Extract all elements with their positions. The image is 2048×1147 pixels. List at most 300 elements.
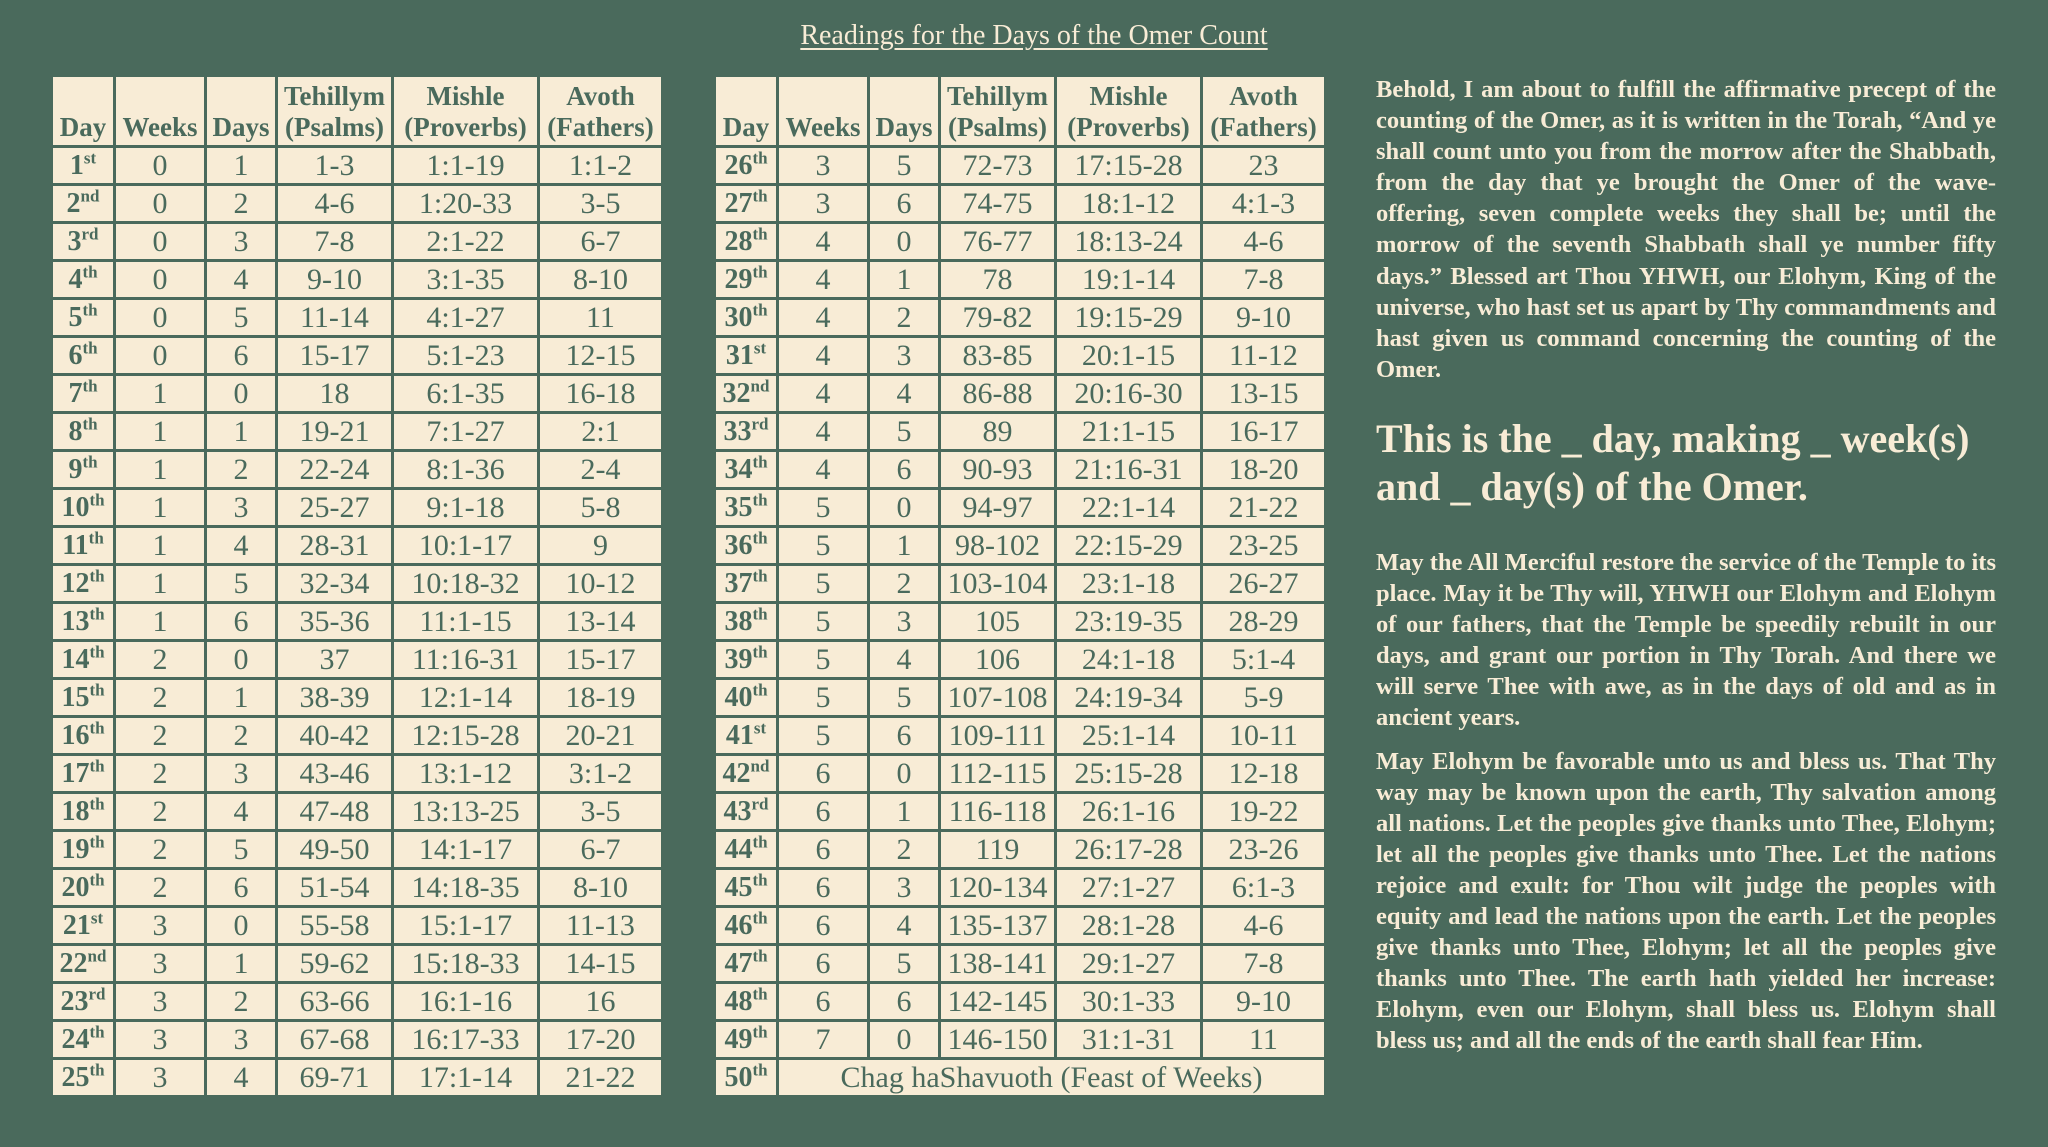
table-row xyxy=(716,528,1324,563)
day-number: 9 xyxy=(68,453,83,485)
table-row xyxy=(53,148,661,183)
day-number: 48 xyxy=(724,985,753,1017)
days-cell: 2 xyxy=(870,300,938,335)
proverbs-cell: 29:1-27 xyxy=(1057,946,1200,981)
day-number: 1 xyxy=(69,149,84,181)
proverbs-cell: 21:16-31 xyxy=(1057,452,1200,487)
proverbs-cell: 22:15-29 xyxy=(1057,528,1200,563)
proverbs-cell: 9:1-18 xyxy=(394,490,537,525)
psalms-cell: 7-8 xyxy=(278,224,391,259)
proverbs-cell: 14:1-17 xyxy=(394,832,537,867)
header-label: Day xyxy=(722,112,770,142)
header-label: (Psalms) xyxy=(285,112,384,142)
table-row xyxy=(716,1022,1324,1057)
day-suffix: th xyxy=(752,300,768,320)
proverbs-cell: 26:17-28 xyxy=(1057,832,1200,867)
day-cell xyxy=(716,946,776,981)
day-number: 31 xyxy=(725,339,754,371)
days-cell: 0 xyxy=(207,642,275,677)
psalms-cell: 105 xyxy=(941,604,1054,639)
day-cell xyxy=(716,1022,776,1057)
table-row xyxy=(716,452,1324,487)
day-suffix: th xyxy=(89,870,105,890)
weeks-cell: 4 xyxy=(779,376,867,411)
table-row xyxy=(716,262,1324,297)
psalm-paragraph: May Elohym be favorable unto us and bless us. That Thy way may be known upon the earth, Thy salvation among all nations. Let the peoples give thanks unto Thee, Elohym; let all the peoples give thanks unto Thee. Let the nations rejoice and exult: for Thou wilt judge the peoples with equity and lead the nations upon the earth. Let the peoples give thanks unto Thee, Elohym; let all the peoples give thanks unto Thee. The earth hath yielded her increase: Elohym, even our Elohym, shall bless us. Elohym shall bless us; and all the ends of the earth shall fear Him. xyxy=(1376,747,1996,1055)
header-days xyxy=(207,77,275,145)
table-row xyxy=(53,604,661,639)
day-number: 18 xyxy=(61,795,90,827)
header-label: (Proverbs) xyxy=(1067,112,1190,142)
psalms-cell: 146-150 xyxy=(941,1022,1054,1057)
header-weeks xyxy=(779,77,867,145)
table-row xyxy=(716,680,1324,715)
days-cell: 6 xyxy=(207,604,275,639)
weeks-cell: 6 xyxy=(779,984,867,1019)
header-row xyxy=(53,77,661,145)
days-cell: 4 xyxy=(207,1060,275,1095)
avoth-cell: 7-8 xyxy=(1203,262,1324,297)
table-row xyxy=(53,224,661,259)
day-cell xyxy=(53,946,113,981)
day-cell xyxy=(53,984,113,1019)
day-number: 2 xyxy=(66,187,81,219)
table-row xyxy=(716,338,1324,373)
proverbs-cell: 2:1-22 xyxy=(394,224,537,259)
table-row xyxy=(53,680,661,715)
psalms-cell: 59-62 xyxy=(278,946,391,981)
table-row xyxy=(716,946,1324,981)
day-cell xyxy=(716,718,776,753)
table-row xyxy=(53,262,661,297)
day-suffix: th xyxy=(89,604,105,624)
psalms-cell: 83-85 xyxy=(941,338,1054,373)
psalms-cell: 138-141 xyxy=(941,946,1054,981)
table-row xyxy=(53,756,661,791)
proverbs-cell: 12:1-14 xyxy=(394,680,537,715)
day-suffix: rd xyxy=(751,414,769,434)
table-row xyxy=(716,604,1324,639)
days-cell: 3 xyxy=(207,1022,275,1057)
day-number: 43 xyxy=(723,795,752,827)
day-cell xyxy=(53,1060,113,1095)
days-cell: 1 xyxy=(207,148,275,183)
psalms-cell: 1-3 xyxy=(278,148,391,183)
day-suffix: th xyxy=(82,414,98,434)
psalms-cell: 79-82 xyxy=(941,300,1054,335)
day-cell xyxy=(716,376,776,411)
day-number: 47 xyxy=(724,947,753,979)
proverbs-cell: 19:1-14 xyxy=(1057,262,1200,297)
day-suffix: nd xyxy=(750,756,770,776)
day-cell xyxy=(53,832,113,867)
days-cell: 4 xyxy=(207,794,275,829)
day-number: 22 xyxy=(59,947,88,979)
avoth-cell: 10-12 xyxy=(540,566,661,601)
days-cell: 5 xyxy=(207,832,275,867)
day-number: 38 xyxy=(724,605,753,637)
days-cell: 2 xyxy=(207,984,275,1019)
header-row xyxy=(716,77,1324,145)
avoth-cell: 23-26 xyxy=(1203,832,1324,867)
days-cell: 5 xyxy=(870,148,938,183)
proverbs-cell: 17:15-28 xyxy=(1057,148,1200,183)
psalms-cell: 25-27 xyxy=(278,490,391,525)
psalms-cell: 43-46 xyxy=(278,756,391,791)
day-number: 19 xyxy=(61,833,90,865)
count-declaration: This is the _ day, making _ week(s) and _ day(s) of the Omer. xyxy=(1376,415,1970,509)
day-suffix: th xyxy=(82,262,98,282)
weeks-cell: 0 xyxy=(116,338,204,373)
day-suffix: th xyxy=(89,718,105,738)
proverbs-cell: 25:1-14 xyxy=(1057,718,1200,753)
days-cell: 4 xyxy=(207,262,275,297)
weeks-cell: 0 xyxy=(116,224,204,259)
day-number: 44 xyxy=(724,833,753,865)
weeks-cell: 6 xyxy=(779,946,867,981)
avoth-cell: 21-22 xyxy=(1203,490,1324,525)
day-cell xyxy=(716,452,776,487)
weeks-cell: 5 xyxy=(779,528,867,563)
day-cell xyxy=(53,680,113,715)
proverbs-cell: 8:1-36 xyxy=(394,452,537,487)
avoth-cell: 26-27 xyxy=(1203,566,1324,601)
psalms-cell: 78 xyxy=(941,262,1054,297)
psalms-cell: 94-97 xyxy=(941,490,1054,525)
avoth-cell: 8-10 xyxy=(540,262,661,297)
day-number: 50 xyxy=(724,1061,753,1093)
day-suffix: th xyxy=(752,452,768,472)
day-suffix: th xyxy=(82,376,98,396)
day-suffix: th xyxy=(752,490,768,510)
weeks-cell: 6 xyxy=(779,870,867,905)
weeks-cell: 2 xyxy=(116,718,204,753)
days-cell: 0 xyxy=(870,490,938,525)
days-cell: 1 xyxy=(207,414,275,449)
avoth-cell: 9-10 xyxy=(1203,300,1324,335)
psalms-cell: 55-58 xyxy=(278,908,391,943)
weeks-cell: 1 xyxy=(116,528,204,563)
proverbs-cell: 21:1-15 xyxy=(1057,414,1200,449)
header-label: Tehillym xyxy=(283,81,386,111)
header-label: Day xyxy=(59,112,107,142)
day-number: 33 xyxy=(723,415,752,447)
table-row xyxy=(53,528,661,563)
header-label: Days xyxy=(212,112,270,142)
days-cell: 1 xyxy=(870,794,938,829)
avoth-cell: 8-10 xyxy=(540,870,661,905)
days-cell: 3 xyxy=(207,224,275,259)
weeks-cell: 1 xyxy=(116,604,204,639)
psalms-cell: 89 xyxy=(941,414,1054,449)
day-number: 16 xyxy=(61,719,90,751)
table-row xyxy=(53,794,661,829)
proverbs-cell: 11:16-31 xyxy=(394,642,537,677)
weeks-cell: 4 xyxy=(779,300,867,335)
day-suffix: th xyxy=(752,148,768,168)
day-suffix: th xyxy=(752,604,768,624)
proverbs-cell: 4:1-27 xyxy=(394,300,537,335)
table-row xyxy=(53,452,661,487)
day-cell xyxy=(53,794,113,829)
day-number: 12 xyxy=(61,567,90,599)
day-suffix: th xyxy=(89,756,105,776)
proverbs-cell: 10:1-17 xyxy=(394,528,537,563)
weeks-cell: 5 xyxy=(779,566,867,601)
avoth-cell: 28-29 xyxy=(1203,604,1324,639)
weeks-cell: 2 xyxy=(116,642,204,677)
days-cell: 2 xyxy=(207,718,275,753)
temple-prayer-paragraph: May the All Merciful restore the service of the Temple to its place. May it be Thy will, YHWH our Elohym and Elohym of our fathers, that the Temple be speedily rebuilt in our days, and grant our portion in Thy Torah. And there we will serve Thee with awe, as in the days of old and as in ancient years. xyxy=(1376,548,1996,732)
day-cell xyxy=(716,1060,776,1095)
day-number: 34 xyxy=(724,453,753,485)
day-number: 24 xyxy=(61,1023,90,1055)
table-row xyxy=(53,984,661,1019)
table-row xyxy=(53,338,661,373)
day-cell xyxy=(53,718,113,753)
day-number: 26 xyxy=(724,149,753,181)
header-proverbs xyxy=(394,77,537,145)
day-number: 42 xyxy=(722,757,751,789)
table-row xyxy=(53,946,661,981)
table-row-final xyxy=(716,1060,1324,1095)
proverbs-cell: 3:1-35 xyxy=(394,262,537,297)
day-cell xyxy=(53,338,113,373)
proverbs-cell: 16:1-16 xyxy=(394,984,537,1019)
days-cell: 0 xyxy=(870,1022,938,1057)
day-number: 40 xyxy=(724,681,753,713)
psalms-cell: 49-50 xyxy=(278,832,391,867)
proverbs-cell: 5:1-23 xyxy=(394,338,537,373)
weeks-cell: 1 xyxy=(116,490,204,525)
weeks-cell: 4 xyxy=(779,338,867,373)
day-suffix: th xyxy=(89,490,105,510)
day-cell xyxy=(716,680,776,715)
avoth-cell: 6-7 xyxy=(540,224,661,259)
weeks-cell: 3 xyxy=(116,1060,204,1095)
avoth-cell: 16 xyxy=(540,984,661,1019)
omer-table-left xyxy=(50,74,664,1098)
day-number: 39 xyxy=(724,643,753,675)
header-label: Tehillym xyxy=(946,81,1049,111)
day-number: 4 xyxy=(68,263,83,295)
table-row xyxy=(716,224,1324,259)
avoth-cell: 14-15 xyxy=(540,946,661,981)
psalms-cell: 109-111 xyxy=(941,718,1054,753)
table-row xyxy=(716,832,1324,867)
days-cell: 2 xyxy=(207,186,275,221)
day-cell xyxy=(53,566,113,601)
day-cell xyxy=(716,604,776,639)
day-suffix: th xyxy=(752,528,768,548)
weeks-cell: 2 xyxy=(116,680,204,715)
psalms-cell: 51-54 xyxy=(278,870,391,905)
table-row xyxy=(53,1060,661,1095)
psalms-cell: 76-77 xyxy=(941,224,1054,259)
header-label: Weeks xyxy=(122,112,198,142)
day-cell xyxy=(716,794,776,829)
day-number: 21 xyxy=(62,909,91,941)
day-suffix: nd xyxy=(87,946,107,966)
day-number: 23 xyxy=(60,985,89,1017)
avoth-cell: 11-13 xyxy=(540,908,661,943)
day-suffix: th xyxy=(752,186,768,206)
days-cell: 1 xyxy=(870,262,938,297)
day-number: 35 xyxy=(724,491,753,523)
table-row xyxy=(53,832,661,867)
psalms-cell: 32-34 xyxy=(278,566,391,601)
day-cell xyxy=(716,528,776,563)
day-cell xyxy=(716,414,776,449)
psalms-cell: 28-31 xyxy=(278,528,391,563)
day-cell xyxy=(53,604,113,639)
days-cell: 0 xyxy=(870,224,938,259)
day-number: 25 xyxy=(61,1061,90,1093)
avoth-cell: 18-20 xyxy=(1203,452,1324,487)
weeks-cell: 0 xyxy=(116,186,204,221)
days-cell: 1 xyxy=(870,528,938,563)
table-row xyxy=(716,718,1324,753)
day-cell xyxy=(53,908,113,943)
weeks-cell: 1 xyxy=(116,566,204,601)
proverbs-cell: 1:20-33 xyxy=(394,186,537,221)
days-cell: 4 xyxy=(207,528,275,563)
table-row xyxy=(53,414,661,449)
proverbs-cell: 13:1-12 xyxy=(394,756,537,791)
table-row xyxy=(53,490,661,525)
table-row xyxy=(53,870,661,905)
weeks-cell: 7 xyxy=(779,1022,867,1057)
day-number: 7 xyxy=(68,377,83,409)
psalms-cell: 98-102 xyxy=(941,528,1054,563)
shavuoth-cell: Chag haShavuoth (Feast of Weeks) xyxy=(779,1060,1324,1095)
table-row xyxy=(716,794,1324,829)
table-row xyxy=(716,186,1324,221)
avoth-cell: 7-8 xyxy=(1203,946,1324,981)
weeks-cell: 3 xyxy=(116,946,204,981)
header-label: (Fathers) xyxy=(547,112,654,142)
day-suffix: th xyxy=(89,566,105,586)
day-suffix: rd xyxy=(751,794,769,814)
day-suffix: th xyxy=(89,794,105,814)
day-number: 41 xyxy=(725,719,754,751)
day-suffix: th xyxy=(752,224,768,244)
days-cell: 3 xyxy=(870,338,938,373)
proverbs-cell: 19:15-29 xyxy=(1057,300,1200,335)
day-cell xyxy=(716,338,776,373)
avoth-cell: 15-17 xyxy=(540,642,661,677)
day-number: 5 xyxy=(68,301,83,333)
day-number: 37 xyxy=(724,567,753,599)
days-cell: 6 xyxy=(870,984,938,1019)
days-cell: 5 xyxy=(207,300,275,335)
header-psalms xyxy=(941,77,1054,145)
header-label: Avoth xyxy=(566,81,635,111)
days-cell: 5 xyxy=(870,414,938,449)
day-cell xyxy=(716,870,776,905)
table-row xyxy=(716,490,1324,525)
day-number: 27 xyxy=(724,187,753,219)
table-row xyxy=(716,376,1324,411)
table-row xyxy=(716,566,1324,601)
psalms-cell: 35-36 xyxy=(278,604,391,639)
weeks-cell: 4 xyxy=(779,262,867,297)
avoth-cell: 3-5 xyxy=(540,794,661,829)
days-cell: 0 xyxy=(207,908,275,943)
avoth-cell: 18-19 xyxy=(540,680,661,715)
day-suffix: nd xyxy=(750,376,770,396)
day-number: 13 xyxy=(61,605,90,637)
table-row xyxy=(53,186,661,221)
avoth-cell: 4:1-3 xyxy=(1203,186,1324,221)
proverbs-cell: 24:19-34 xyxy=(1057,680,1200,715)
weeks-cell: 5 xyxy=(779,680,867,715)
day-cell xyxy=(53,414,113,449)
psalms-cell: 22-24 xyxy=(278,452,391,487)
proverbs-cell: 16:17-33 xyxy=(394,1022,537,1057)
avoth-cell: 5-9 xyxy=(1203,680,1324,715)
avoth-cell: 9 xyxy=(540,528,661,563)
avoth-cell: 13-14 xyxy=(540,604,661,639)
header-day xyxy=(716,77,776,145)
table-row xyxy=(53,908,661,943)
day-number: 17 xyxy=(61,757,90,789)
day-suffix: th xyxy=(752,984,768,1004)
day-suffix: st xyxy=(753,718,767,738)
proverbs-cell: 18:13-24 xyxy=(1057,224,1200,259)
weeks-cell: 5 xyxy=(779,604,867,639)
day-suffix: th xyxy=(88,528,104,548)
table-row xyxy=(716,756,1324,791)
header-days xyxy=(870,77,938,145)
day-suffix: th xyxy=(752,1022,768,1042)
weeks-cell: 6 xyxy=(779,832,867,867)
days-cell: 5 xyxy=(207,566,275,601)
weeks-cell: 4 xyxy=(779,224,867,259)
weeks-cell: 0 xyxy=(116,148,204,183)
avoth-cell: 23 xyxy=(1203,148,1324,183)
avoth-cell: 4-6 xyxy=(1203,908,1324,943)
day-suffix: th xyxy=(82,452,98,472)
day-suffix: st xyxy=(90,908,104,928)
day-cell xyxy=(716,756,776,791)
blessing-paragraph: Behold, I am about to fulfill the affirmative precept of the counting of the Omer, as it is written in the Torah, “And ye shall count unto you from the morrow after the Shabbath, from the day that ye brought the Omer of the wave-offering, seven complete weeks they shall be; until the morrow of the seventh Shabbath shall ye number fifty days.” Blessed art Thou YHWH, our Elohym, King of the universe, who hast set us apart by Thy commandments and hast given us command concerning the counting of the Omer. xyxy=(1376,76,1996,383)
days-cell: 3 xyxy=(870,604,938,639)
weeks-cell: 6 xyxy=(779,756,867,791)
psalms-cell: 112-115 xyxy=(941,756,1054,791)
days-cell: 5 xyxy=(870,946,938,981)
avoth-cell: 6-7 xyxy=(540,832,661,867)
psalms-cell: 47-48 xyxy=(278,794,391,829)
day-suffix: th xyxy=(89,832,105,852)
day-suffix: th xyxy=(89,1022,105,1042)
psalms-cell: 135-137 xyxy=(941,908,1054,943)
days-cell: 2 xyxy=(870,832,938,867)
avoth-cell: 12-18 xyxy=(1203,756,1324,791)
blessing-text xyxy=(1376,74,1996,1056)
day-suffix: th xyxy=(89,642,105,662)
weeks-cell: 5 xyxy=(779,490,867,525)
psalms-cell: 18 xyxy=(278,376,391,411)
proverbs-cell: 23:19-35 xyxy=(1057,604,1200,639)
weeks-cell: 3 xyxy=(779,186,867,221)
days-cell: 6 xyxy=(870,452,938,487)
days-cell: 3 xyxy=(207,490,275,525)
day-suffix: th xyxy=(752,680,768,700)
header-label: Mishle xyxy=(426,81,505,111)
proverbs-cell: 17:1-14 xyxy=(394,1060,537,1095)
day-suffix: th xyxy=(752,908,768,928)
